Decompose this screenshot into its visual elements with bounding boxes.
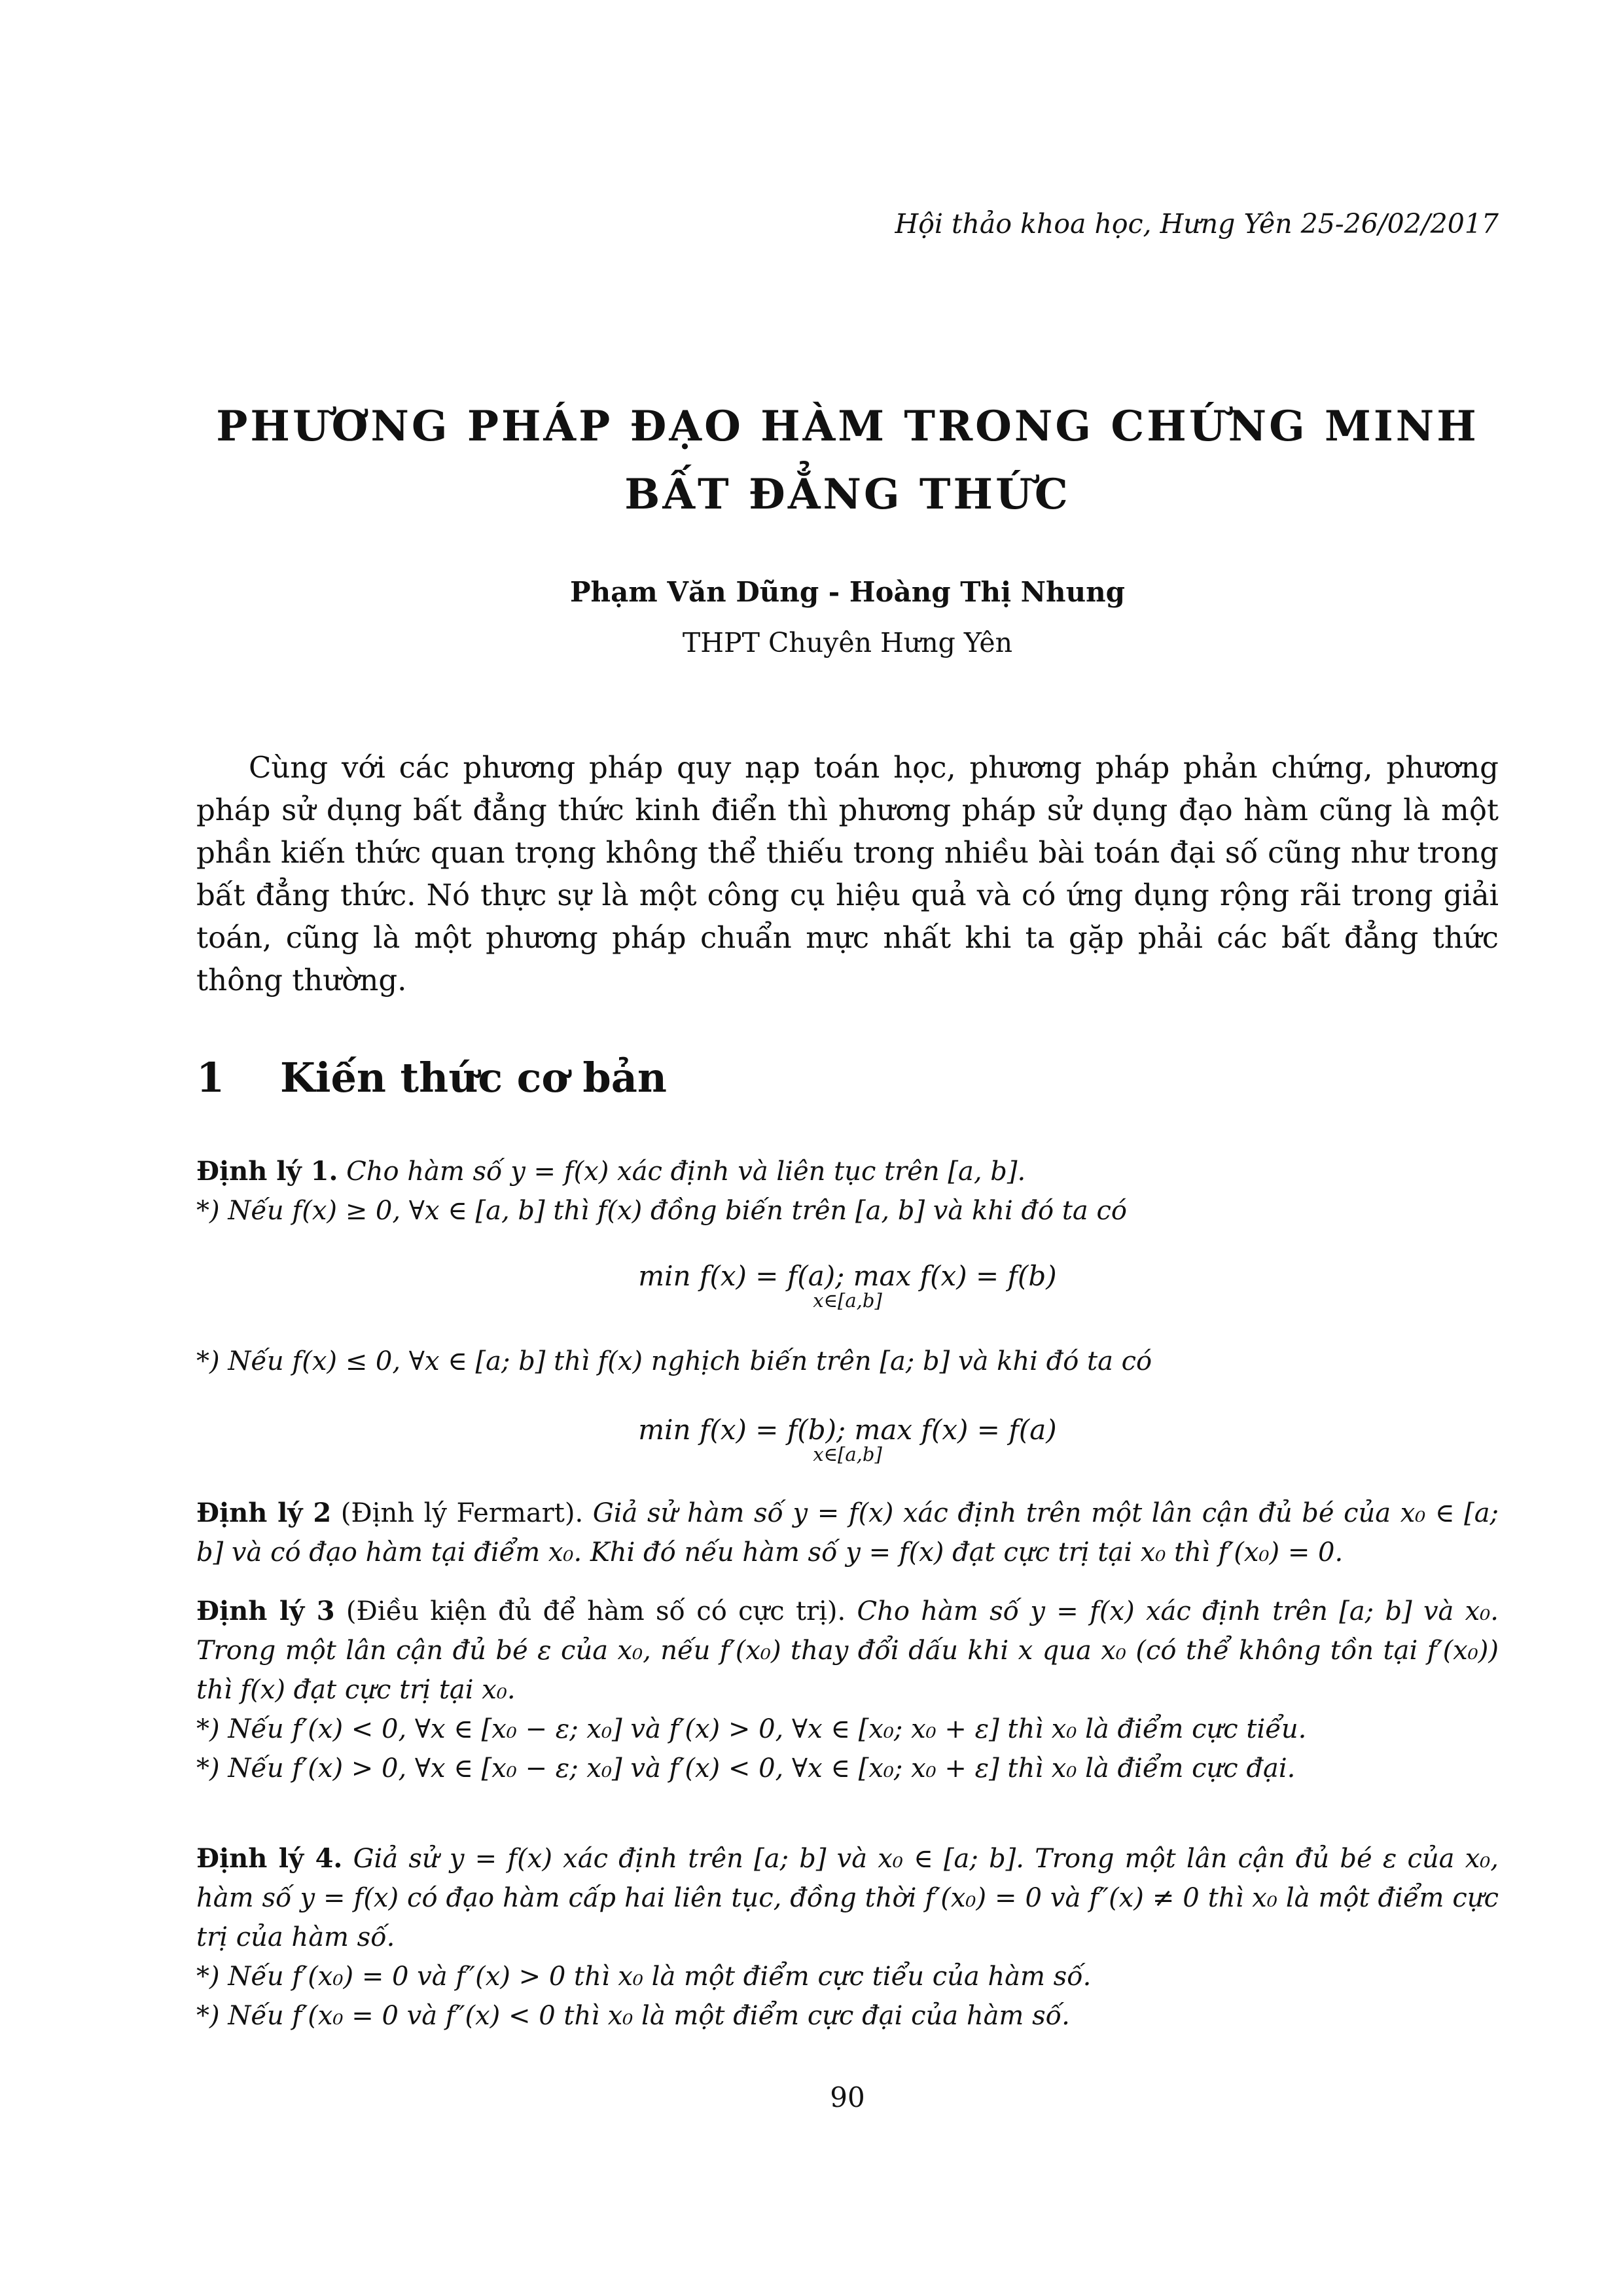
theorem-2-name: (Định lý Fermart). xyxy=(340,1498,584,1528)
equation-1-main: min f(x) = f(a); max f(x) = f(b) xyxy=(638,1260,1057,1292)
theorem-4-case-2: *) Nếu f′(x₀ = 0 và f″(x) < 0 thì x₀ là một điểm cực đại của hàm số. xyxy=(196,2001,1070,2031)
section-heading xyxy=(196,1054,667,1102)
paper-page xyxy=(196,0,1499,2296)
equation-2-subscript: x∈[a,b] xyxy=(813,1443,882,1465)
affiliation: THPT Chuyên Hưng Yên xyxy=(682,627,1013,658)
equation-2-main: min f(x) = f(b); max f(x) = f(a) xyxy=(638,1414,1057,1446)
theorem-4-case-1: *) Nếu f′(x₀) = 0 và f″(x) > 0 thì x₀ là một điểm cực tiểu của hàm số. xyxy=(196,1962,1092,1992)
theorem-4-label: Định lý 4. xyxy=(196,1843,343,1874)
authors: Phạm Văn Dũng - Hoàng Thị Nhung xyxy=(569,576,1126,608)
theorem-1-label: Định lý 1. xyxy=(196,1156,338,1187)
section-number: 1 xyxy=(196,1054,225,1102)
theorem-1 xyxy=(196,1152,1499,1230)
theorem-1-case-1: *) Nếu f(x) ≥ 0, ∀x ∈ [a, b] thì f(x) đồng biến trên [a, b] và khi đó ta có xyxy=(196,1196,1127,1226)
theorem-3-case-2: *) Nếu f′(x) > 0, ∀x ∈ [x₀ − ε; x₀] và f′(x) < 0, ∀x ∈ [x₀; x₀ + ε] thì x₀ là điểm cực đại. xyxy=(196,1753,1296,1784)
theorem-1-case-2: *) Nếu f(x) ≤ 0, ∀x ∈ [a; b] thì f(x) nghịch biến trên [a; b] và khi đó ta có xyxy=(196,1346,1152,1376)
theorem-1-statement: Cho hàm số y = f(x) xác định và liên tục trên [a, b]. xyxy=(346,1157,1026,1187)
running-header: Hội thảo khoa học, Hưng Yên 25-26/02/2017 xyxy=(895,208,1499,240)
theorem-3-label: Định lý 3 xyxy=(196,1596,335,1626)
abstract: Cùng với các phương pháp quy nạp toán học, phương pháp phản chứng, phương pháp sử dụng bất đẳng thức kinh điển thì phương pháp sử dụng đạo hàm cũng là một phần kiến thức quan trọng không thể thiếu trong nhiều bài toán đại số cũng như trong bất đẳng thức. Nó thực sự là một công cụ hiệu quả và có ứng dụng rộng rãi trong giải toán, cũng là một phương pháp chuẩn mực nhất khi ta gặp phải các bất đẳng thức thông thường. xyxy=(196,750,1499,997)
section-title: Kiến thức cơ bản xyxy=(280,1054,667,1102)
theorem-3-name: (Điều kiện đủ để hàm số có cực trị). xyxy=(346,1596,846,1626)
title-line-2: BẤT ĐẲNG THỨC xyxy=(624,470,1071,519)
theorem-2-statement: Giả sử hàm số y = f(x) xác định trên một lân cận đủ bé của x₀ ∈ [a; b] và có đạo hàm tại điểm x₀. Khi đó nếu hàm số y = f(x) đạt cực trị tại x₀ thì f′(x₀) = 0. xyxy=(196,1498,1499,1568)
title-line-1: PHƯƠNG PHÁP ĐẠO HÀM TRONG CHỨNG MINH xyxy=(216,402,1479,451)
theorem-2-label: Định lý 2 xyxy=(196,1498,332,1528)
paper-title xyxy=(196,393,1499,529)
theorem-3-statement: Cho hàm số y = f(x) xác định trên [a; b] và x₀. Trong một lân cận đủ bé ε của x₀, nếu f′(x₀) thay đổi dấu khi x qua x₀ (có thể không tồn tại f′(x₀)) thì f(x) đạt cực trị tại x₀. xyxy=(196,1596,1499,1705)
page-number: 90 xyxy=(830,2081,865,2113)
theorem-4 xyxy=(196,1839,1499,2036)
theorem-4-statement: Giả sử y = f(x) xác định trên [a; b] và x₀ ∈ [a; b]. Trong một lân cận đủ bé ε của x₀, hàm số y = f(x) có đạo hàm cấp hai liên tục, đồng thời f′(x₀) = 0 và f″(x) ≠ 0 thì x₀ là một điểm cực trị của hàm số. xyxy=(196,1844,1499,1952)
theorem-3-case-1: *) Nếu f′(x) < 0, ∀x ∈ [x₀ − ε; x₀] và f′(x) > 0, ∀x ∈ [x₀; x₀ + ε] thì x₀ là điểm cực tiểu. xyxy=(196,1714,1307,1744)
theorem-2 xyxy=(196,1494,1499,1572)
equation-1-subscript: x∈[a,b] xyxy=(813,1289,882,1312)
theorem-1-equation-2 xyxy=(196,1414,1499,1465)
theorem-3 xyxy=(196,1592,1499,1788)
theorem-1-equation-1 xyxy=(196,1260,1499,1312)
